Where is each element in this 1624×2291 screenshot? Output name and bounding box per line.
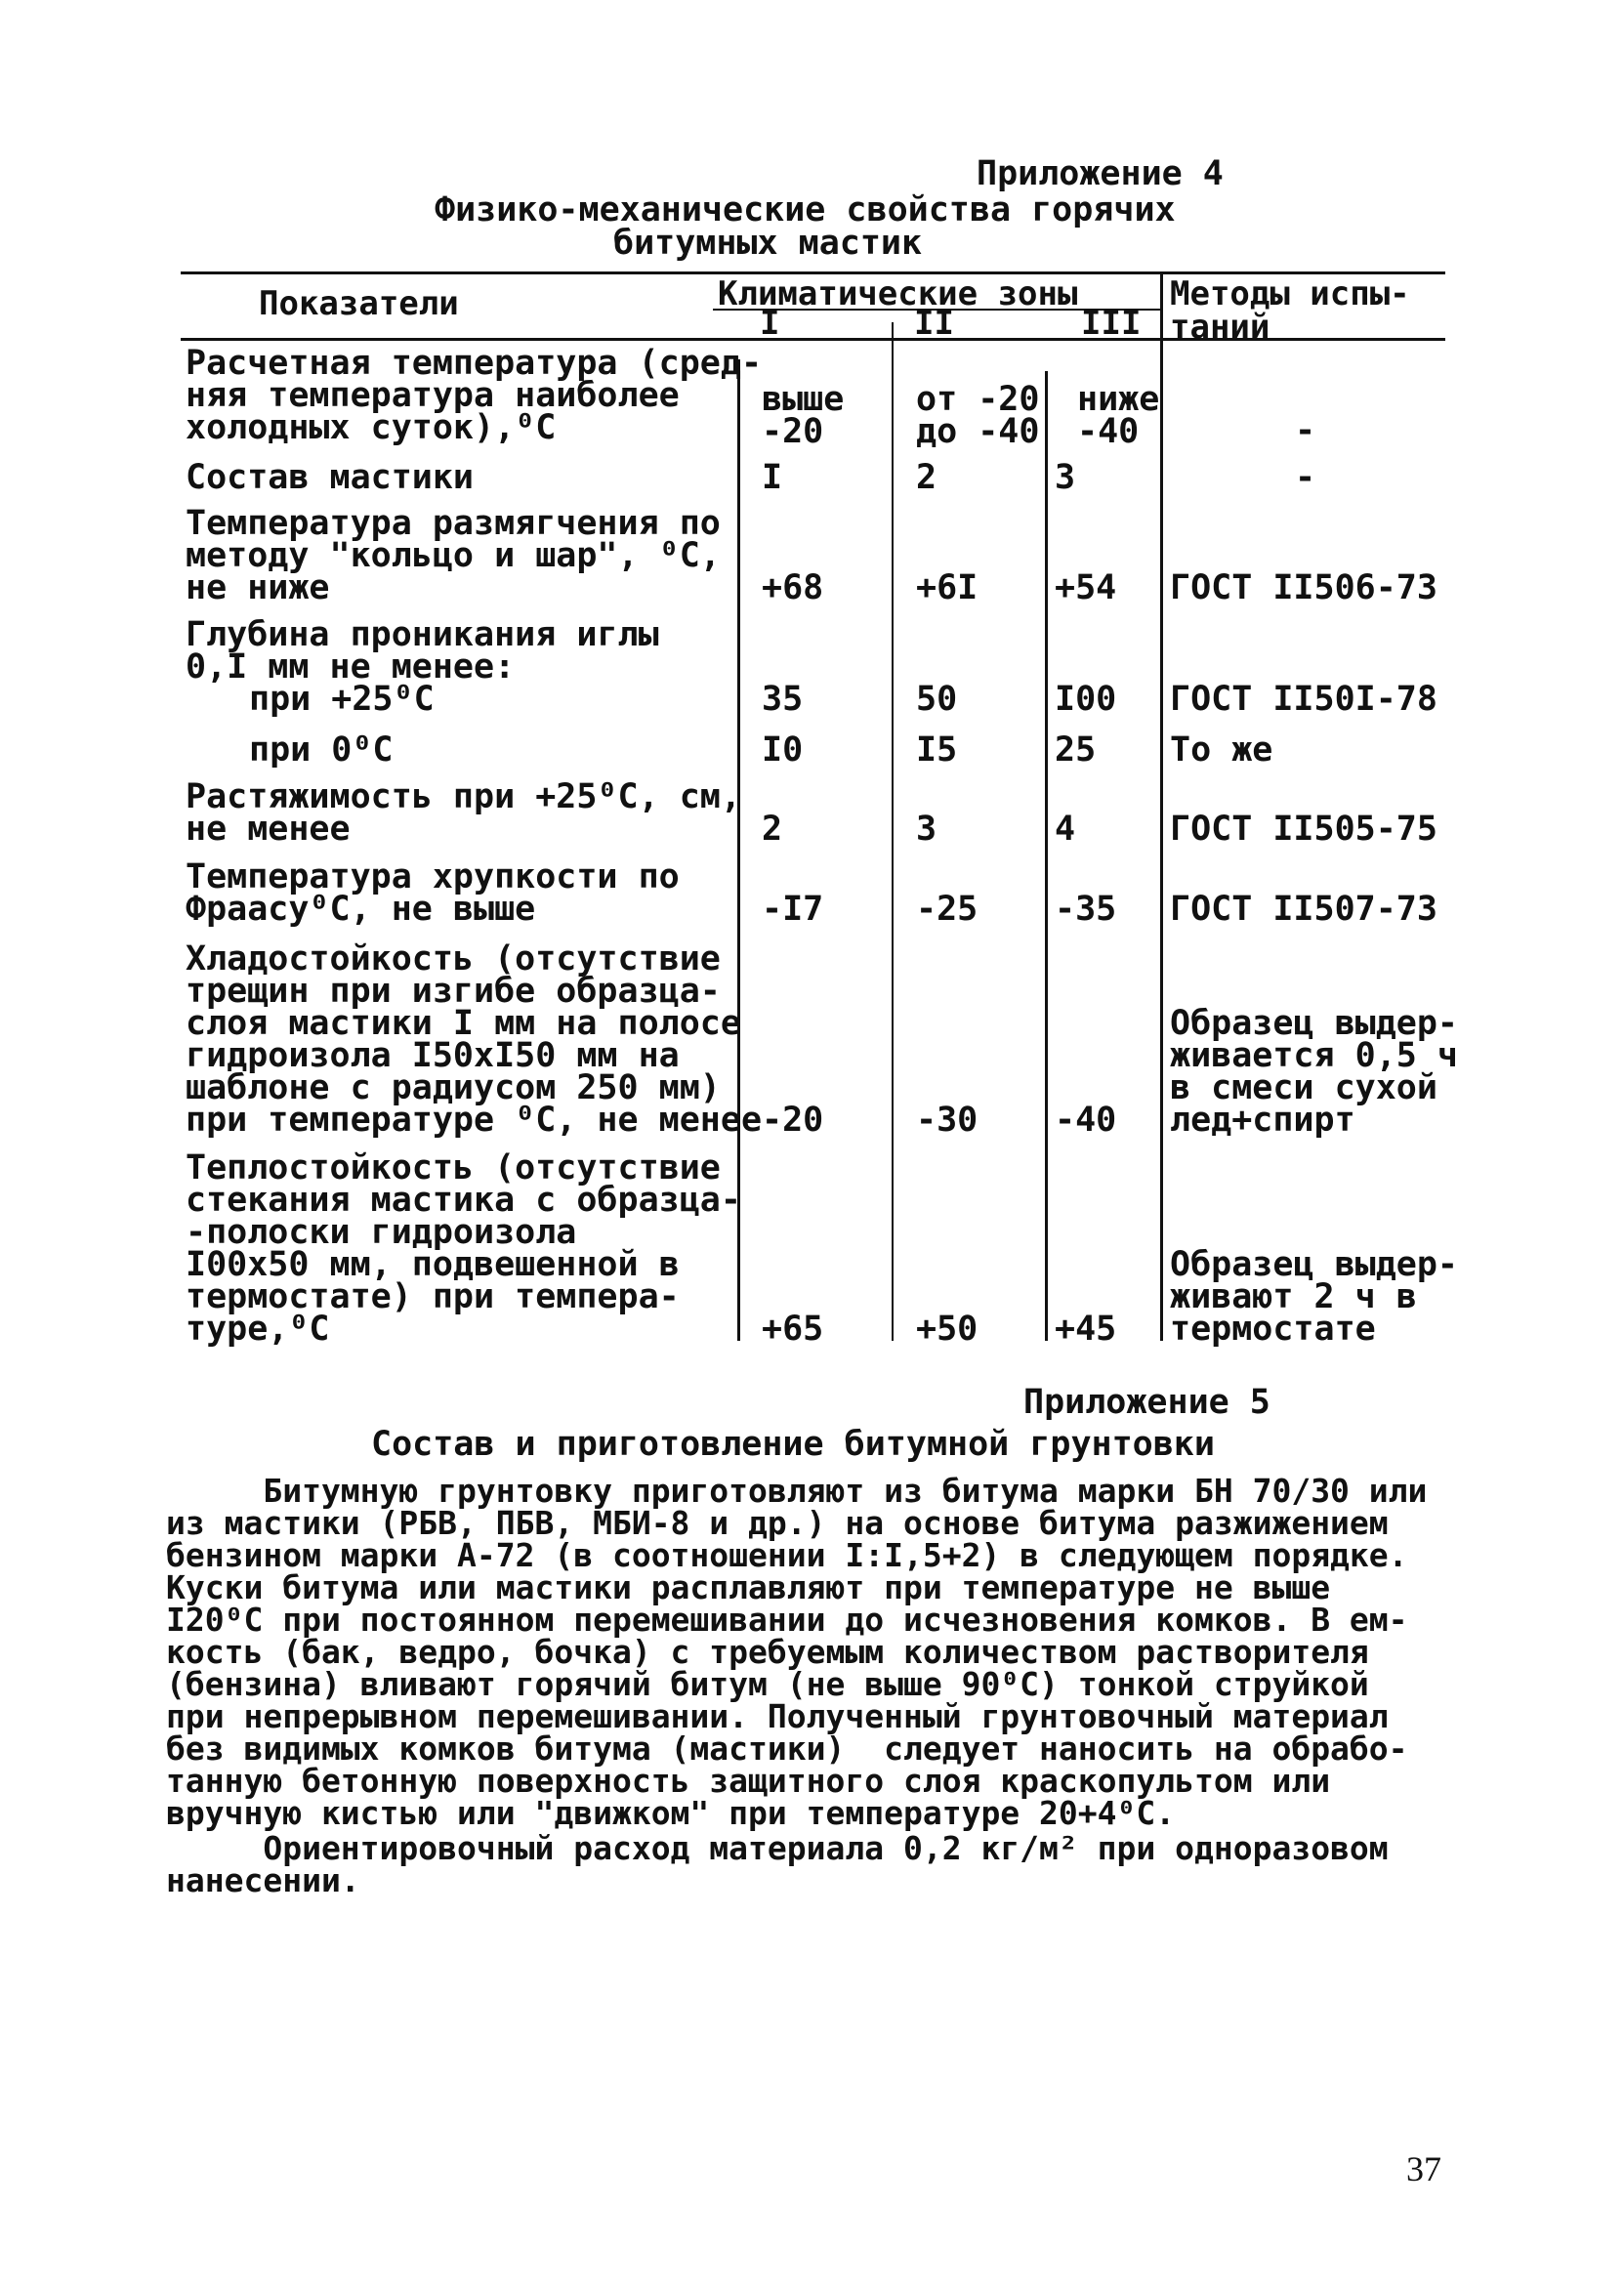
row-composition-z2: 2 (916, 458, 937, 497)
row-cold-resistance-method: Образец выдер- живается 0,5 ч в смеси сухой лед+спирт (1170, 1004, 1459, 1140)
row-brittleness-method: ГОСТ II507-73 (1170, 890, 1437, 929)
row-penetration-25-indicator: при +25⁰С (249, 680, 435, 719)
page-number: 37 (1406, 2149, 1441, 2188)
appendix-5-title: Состав и приготовление битумной грунтовки (371, 1425, 1215, 1464)
row-penetration-25-method: ГОСТ II50I-78 (1170, 680, 1437, 719)
row-brittleness-z3: -35 (1055, 890, 1117, 929)
row-ductility-z3: 4 (1055, 810, 1076, 849)
appendix-5-paragraph-1: Битумную грунтовку приготовляют из битума марки БН 70/30 или из мастики (РБВ, ПБВ, МБИ-8 и др.) на основе битума разжижением бензином марки А-72 (в соотношении I:I,5+2) в следующем порядке. Куски битума или мастики расплавляют при температуре не выше I20⁰С при постоянном перемешивании до исчезновения комков. В ем- кость (бак, ведро, бочка) с требуемым количеством растворителя (бензина) вливают горячий битум (не выше 90⁰С) тонкой струйкой при непрерывном перемешивании. Полученный грунтовочный материал без видимых комков битума (мастики) следует наносить на обрабо- танную бетонную поверхность защитного слоя краскопультом или вручную кистью или "движком" при температуре 20+4⁰С. (166, 1472, 1428, 1832)
header-zone-2: II (914, 304, 954, 343)
appendix-5-paragraph-2: Ориентировочный расход материала 0,2 кг/м² при одноразовом нанесении. (166, 1829, 1389, 1899)
row-penetration-25-z2: 50 (916, 680, 958, 719)
row-cold-resistance-indicator: Хладостойкость (отсутствие трещин при изгибе образца- слоя мастики I мм на полосе гидроизола I50xI50 мм на шаблоне с радиусом 250 мм) при температуре ⁰С, не менее (186, 939, 763, 1140)
row-penetration-indicator: Глубина проникания иглы 0,I мм не менее: (186, 615, 659, 687)
appendix-4-label: Приложение 4 (977, 154, 1224, 193)
row-design-temp-indicator: Расчетная температура (сред- няя температура наиболее холодных суток),⁰С (186, 344, 763, 447)
row-softening-method: ГОСТ II506-73 (1170, 568, 1437, 607)
row-softening-z1: +68 (762, 568, 824, 607)
row-composition-method: - (1295, 458, 1316, 497)
row-softening-z2: +6I (916, 568, 979, 607)
table-vline-zone-3 (1160, 271, 1163, 1341)
row-cold-resistance-z2: -30 (916, 1101, 979, 1140)
header-indicators: Показатели (259, 284, 459, 323)
row-cold-resistance-z3: -40 (1055, 1101, 1117, 1140)
row-penetration-25-z1: 35 (762, 680, 804, 719)
row-ductility-z2: 3 (916, 810, 937, 849)
row-penetration-0-indicator: при 0⁰С (249, 730, 394, 770)
row-composition-z1: I (762, 458, 783, 497)
header-test-methods: Методы испы- таний (1170, 274, 1410, 347)
appendix-4-title-line-2: битумных мастик (613, 224, 923, 263)
row-ductility-indicator: Растяжимость при +25⁰С, см, не менее (186, 777, 741, 849)
row-design-temp-z2: от -20 до -40 (916, 380, 1040, 451)
header-zone-1: I (760, 304, 780, 343)
row-ductility-z1: 2 (762, 810, 783, 849)
row-heat-resistance-indicator: Теплостойкость (отсутствие стекания мастика с образца- -полоски гидроизола I00x50 мм, подвешенной в термостате) при темпера- туре,⁰С (186, 1148, 741, 1349)
row-brittleness-z2: -25 (916, 890, 979, 929)
row-softening-indicator: Температура размягчения по методу "кольцо и шар", ⁰С, не ниже (186, 504, 721, 607)
appendix-5-label: Приложение 5 (1023, 1383, 1270, 1422)
appendix-4-title-line-1: Физико-механические свойства горячих (435, 190, 1176, 229)
row-heat-resistance-method: Образец выдер- живают 2 ч в термостате (1170, 1245, 1459, 1349)
row-design-temp-z3: ниже -40 (1077, 380, 1160, 451)
header-climatic-zones: Климатические зоны (718, 274, 1078, 313)
row-heat-resistance-z3: +45 (1055, 1310, 1117, 1349)
row-brittleness-z1: -I7 (762, 890, 824, 929)
row-ductility-method: ГОСТ II505-75 (1170, 810, 1437, 849)
row-design-temp-method: - (1295, 411, 1316, 450)
row-heat-resistance-z1: +65 (762, 1310, 824, 1349)
row-design-temp-z1: выше -20 (762, 380, 845, 451)
row-softening-z3: +54 (1055, 568, 1117, 607)
row-heat-resistance-z2: +50 (916, 1310, 979, 1349)
row-penetration-0-z2: I5 (916, 730, 958, 770)
row-cold-resistance-z1: -20 (762, 1101, 824, 1140)
row-composition-indicator: Состав мастики (186, 458, 475, 497)
header-zone-3: III (1081, 304, 1142, 343)
row-brittleness-indicator: Температура хрупкости по Фраасу⁰С, не выше (186, 857, 680, 929)
table-vline-zone-1 (892, 322, 894, 1341)
table-vline-zone-2 (1045, 371, 1048, 1341)
row-penetration-0-z3: 25 (1055, 730, 1097, 770)
row-composition-z3: 3 (1055, 458, 1076, 497)
row-penetration-25-z3: I00 (1055, 680, 1117, 719)
row-penetration-0-method: То же (1170, 730, 1273, 770)
row-penetration-0-z1: I0 (762, 730, 804, 770)
